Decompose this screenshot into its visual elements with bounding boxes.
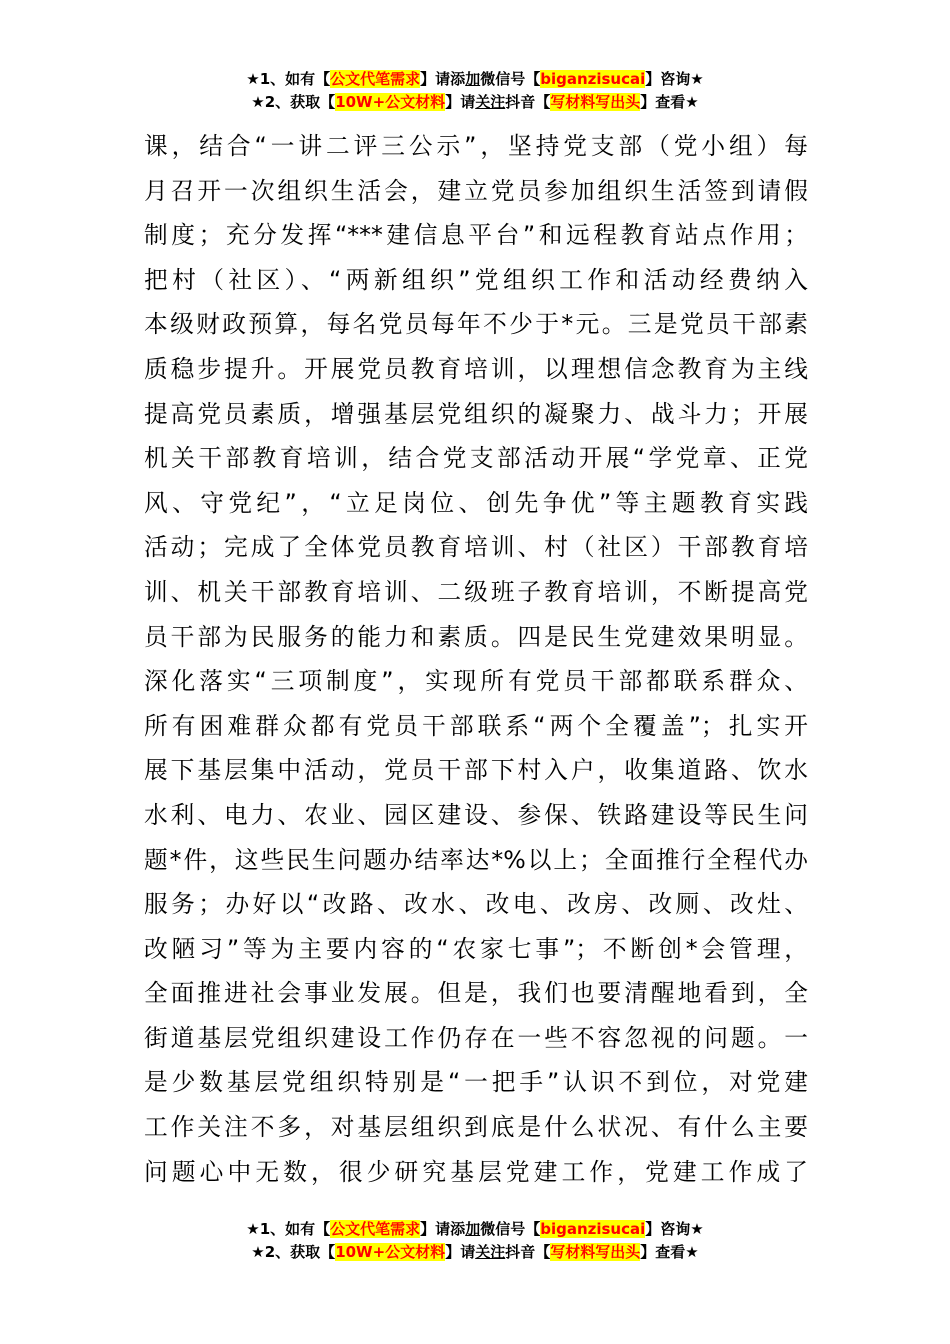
banner-text: ★2、获取【 — [251, 93, 336, 111]
body-line: 全面推进社会事业发展。但是，我们也要清醒地看到，全 — [144, 979, 808, 1008]
body-line: 本级财政预算，每名党员每年不少于*元。三是党员干部素 — [144, 310, 808, 339]
banner-text: 】请 — [445, 93, 476, 111]
banner-text: 微信号【 — [480, 70, 541, 88]
banner-line-2 — [0, 1241, 950, 1264]
body-line: 题*件，这些民生问题办结率达*%以上；全面推行全程代办 — [144, 845, 808, 874]
body-line: 街道基层党组织建设工作仍存在一些不容忽视的问题。一 — [144, 1023, 808, 1052]
body-line: 把村（社区）、“两新组织”党组织工作和活动经费纳入 — [144, 265, 808, 294]
body-line: 制度；充分发挥“***建信息平台”和远程教育站点作用； — [144, 221, 808, 250]
banner-wechat-id: biganzisucai — [540, 70, 646, 88]
banner-text: ★2、获取【 — [251, 1243, 336, 1261]
banner-text: 】请添 — [420, 70, 466, 88]
banner-highlight: 公文代笔需求 — [330, 1220, 421, 1238]
body-line: 质稳步提升。开展党员教育培训，以理想信念教育为主线 — [144, 354, 808, 383]
banner-line-1 — [0, 68, 950, 91]
banner-underline: 加 — [465, 1220, 481, 1238]
banner-text: 】请 — [445, 1243, 476, 1261]
banner-highlight: 10W+公文材料 — [335, 93, 446, 111]
banner-text: 】查看★ — [640, 1243, 699, 1261]
banner-douyin-id: 写材料写出头 — [550, 93, 641, 111]
banner-line-2 — [0, 91, 950, 114]
body-line: 深化落实“三项制度”，实现所有党员干部都联系群众、 — [144, 667, 808, 696]
banner-text: ★1、如有【 — [246, 1220, 331, 1238]
banner-text: 】咨询★ — [645, 70, 704, 88]
body-line: 展下基层集中活动，党员干部下村入户，收集道路、饮水 — [144, 756, 808, 785]
body-line: 所有困难群众都有党员干部联系“两个全覆盖”；扎实开 — [144, 711, 808, 740]
banner-highlight: 公文代笔需求 — [330, 70, 421, 88]
banner-douyin-id: 写材料写出头 — [550, 1243, 641, 1261]
banner-text: 】咨询★ — [645, 1220, 704, 1238]
banner-underline: 关注 — [475, 1243, 506, 1261]
body-line: 改陋习”等为主要内容的“农家七事”；不断创*会管理， — [144, 934, 808, 963]
banner-line-1 — [0, 1218, 950, 1241]
banner-underline: 关注 — [475, 93, 506, 111]
body-line: 是少数基层党组织特别是“一把手”认识不到位，对党建 — [144, 1068, 808, 1097]
banner-underline: 加 — [465, 70, 481, 88]
body-line: 月召开一次组织生活会，建立党员参加组织生活签到请假 — [144, 176, 808, 205]
banner-text: 微信号【 — [480, 1220, 541, 1238]
body-line: 课，结合“一讲二评三公示”，坚持党支部（党小组）每 — [144, 132, 808, 160]
body-line: 服务；办好以“改路、改水、改电、改房、改厕、改灶、 — [144, 890, 808, 919]
body-line: 提高党员素质，增强基层党组织的凝聚力、战斗力；开展 — [144, 399, 808, 428]
body-line: 活动；完成了全体党员教育培训、村（社区）干部教育培 — [144, 533, 808, 562]
body-line: 水利、电力、农业、园区建设、参保、铁路建设等民生问 — [144, 800, 808, 829]
header-banner — [0, 68, 950, 114]
banner-text: 】查看★ — [640, 93, 699, 111]
banner-text: ★1、如有【 — [246, 70, 331, 88]
banner-highlight: 10W+公文材料 — [335, 1243, 446, 1261]
document-body — [144, 124, 808, 1194]
footer-banner — [0, 1218, 950, 1264]
banner-wechat-id: biganzisucai — [540, 1220, 646, 1238]
banner-text: 抖音【 — [505, 93, 551, 111]
body-line: 工作关注不多，对基层组织到底是什么状况、有什么主要 — [144, 1113, 808, 1142]
banner-text: 抖音【 — [505, 1243, 551, 1261]
body-line: 训、机关干部教育培训、二级班子教育培训，不断提高党 — [144, 577, 808, 606]
body-line: 问题心中无数，很少研究基层党建工作，党建工作成了 — [144, 1157, 808, 1186]
banner-text: 】请添 — [420, 1220, 466, 1238]
body-line: 机关干部教育培训，结合党支部活动开展“学党章、正党 — [144, 444, 808, 473]
body-line: 员干部为民服务的能力和素质。四是民生党建效果明显。 — [144, 622, 808, 651]
body-line: 风、守党纪”，“立足岗位、创先争优”等主题教育实践 — [144, 488, 808, 517]
